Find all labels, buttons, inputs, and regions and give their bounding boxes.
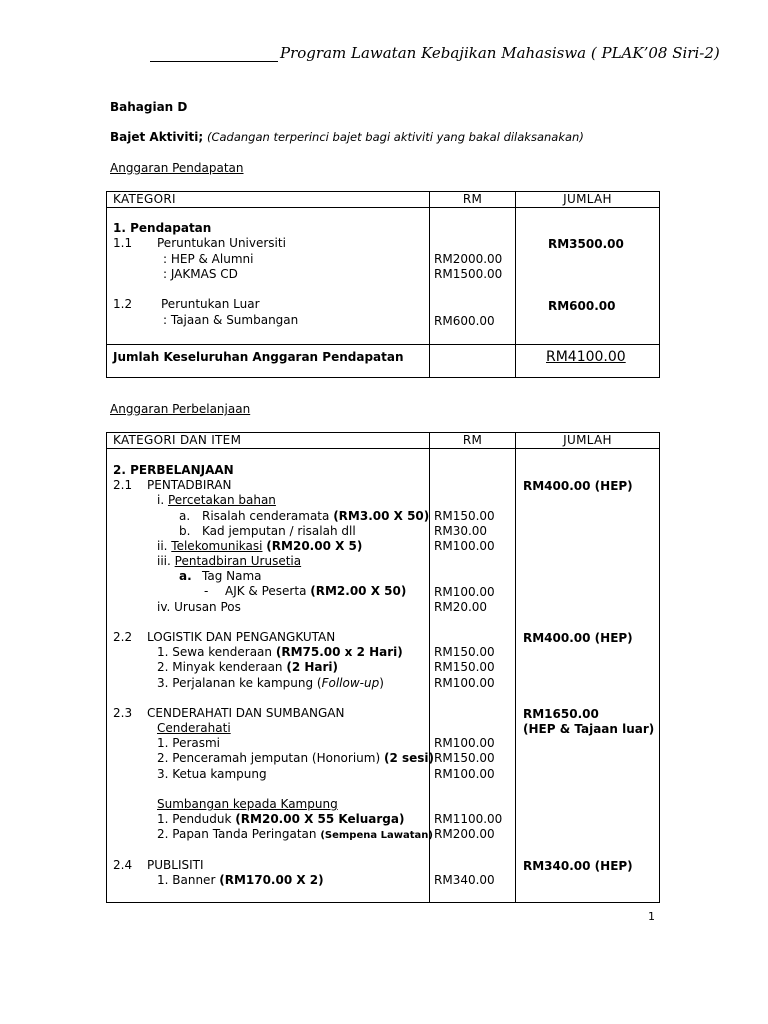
s22-i3-italic: Follow-up: [321, 676, 380, 690]
income-col-rm: RM: [430, 192, 516, 208]
s21-ii: [157, 539, 362, 554]
budget-label: Bajet Aktiviti;: [110, 130, 204, 144]
income-g2-num: 1.2: [113, 297, 133, 311]
s22-num: 2.2: [113, 630, 133, 644]
s21-dash-text: AJK & Peserta: [225, 584, 307, 598]
s23-c3: 3. Ketua kampung: [157, 767, 267, 781]
income-grand-label-cell: [107, 345, 430, 378]
income-g1-label: Peruntukan Universiti: [157, 236, 286, 250]
income-g2-item1: : Tajaan & Sumbangan: [163, 313, 299, 327]
s23-c2-rm: RM150.00: [434, 751, 495, 765]
income-grand-total-cell: [516, 345, 660, 378]
s21-dash-rm: RM100.00: [434, 585, 495, 599]
s22-i2: [157, 660, 338, 675]
income-g2-label: Peruntukan Luar: [161, 297, 260, 311]
income-g2-total: RM600.00: [548, 299, 616, 313]
s22-i2-text: 2. Minyak kenderaan: [157, 660, 283, 674]
income-grand-total: RM4100.00: [546, 349, 626, 365]
s22-i3-rm: RM100.00: [434, 676, 495, 690]
s23-label: CENDERAHATI DAN SUMBANGAN: [147, 706, 345, 720]
expense-col-kategori: KATEGORI DAN ITEM: [107, 433, 430, 449]
page-number: 1: [648, 910, 655, 923]
income-g2-rm1: RM600.00: [434, 314, 495, 328]
income-g1-total: RM3500.00: [548, 237, 624, 251]
page-header: [150, 44, 720, 64]
s21-iii-label: iii.: [157, 554, 175, 568]
s22-i1-text: 1. Sewa kenderaan: [157, 645, 273, 659]
expense-title: 2. PERBELANJAAN: [113, 463, 234, 477]
s21-label: PENTADBIRAN: [147, 478, 232, 492]
s21-iii: [157, 554, 301, 569]
s24-p1-text: 1. Banner: [157, 873, 216, 887]
expense-rm-cell: [430, 449, 516, 903]
expense-jumlah-cell: [516, 449, 660, 903]
income-title: 1. Pendapatan: [113, 221, 212, 235]
income-rm-cell: [430, 208, 516, 345]
s23-c2-text: 2. Penceramah jemputan (Honorium): [157, 751, 381, 765]
s21-a-label: a.: [179, 509, 191, 523]
s21-num: 2.1: [113, 478, 133, 492]
income-jumlah-cell: [516, 208, 660, 345]
s24-num: 2.4: [113, 858, 133, 872]
s21-total: RM400.00 (HEP): [523, 479, 633, 493]
s22-label: LOGISTIK DAN PENGANGKUTAN: [147, 630, 336, 644]
s21-a-bold: (RM3.00 X 50): [333, 509, 430, 523]
income-g1-rm1: RM2000.00: [434, 252, 503, 266]
s21-a-text: Risalah cenderamata: [202, 509, 330, 523]
s22-total: RM400.00 (HEP): [523, 631, 633, 645]
income-col-kategori: KATEGORI: [107, 192, 430, 208]
income-col-jumlah: JUMLAH: [516, 192, 660, 208]
header-underline: [150, 61, 278, 62]
s21-b-label: b.: [179, 524, 191, 538]
s21-ii-bold: (RM20.00 X 5): [266, 539, 363, 553]
income-g1-item1: : HEP & Alumni: [163, 252, 254, 266]
s21-i-text: Percetakan bahan: [167, 493, 276, 507]
s23-num: 2.3: [113, 706, 133, 720]
income-g1-item2: : JAKMAS CD: [163, 267, 238, 281]
income-grand-label: Jumlah Keseluruhan Anggaran Pendapatan: [113, 350, 404, 364]
expense-table: [106, 432, 660, 903]
s23-c1-rm: RM100.00: [434, 736, 495, 750]
budget-line: [110, 130, 584, 144]
s21-iv-rm: RM20.00: [434, 600, 488, 614]
s21-i: [157, 493, 276, 508]
income-table: [106, 191, 660, 378]
s21-iiia-text: Tag Nama: [202, 569, 262, 583]
expense-col-jumlah: JUMLAH: [516, 433, 660, 449]
s21-ii-text: Telekomunikasi: [171, 539, 263, 553]
s23-k1-bold: (RM20.00 X 55 Keluarga): [235, 812, 405, 826]
s22-i1-bold: (RM75.00 x 2 Hari): [275, 645, 403, 659]
s21-a-rm: RM150.00: [434, 509, 495, 523]
s21-b-text: Kad jemputan / risalah dll: [202, 524, 356, 538]
income-g1-num: 1.1: [113, 236, 133, 250]
s21-dash-line: [225, 584, 406, 599]
header-title: Program Lawatan Kebajikan Mahasiswa ( PLAK’08 Siri-2): [280, 44, 720, 62]
s23-k2-rm: RM200.00: [434, 827, 495, 841]
s21-iiia-label: a.: [179, 569, 192, 583]
s24-p1-bold: (RM170.00 X 2): [219, 873, 324, 887]
income-g1-rm2: RM1500.00: [434, 267, 503, 281]
s21-b-rm: RM30.00: [434, 524, 488, 538]
income-grand-row: [107, 345, 660, 378]
s22-i1-rm: RM150.00: [434, 645, 495, 659]
income-body-row: [107, 208, 660, 345]
s23-sub2: Sumbangan kepada Kampung: [157, 797, 338, 811]
s21-dash: -: [204, 584, 209, 598]
s24-total: RM340.00 (HEP): [523, 859, 633, 873]
income-kategori-cell: [107, 208, 430, 345]
s23-c2-bold: (2 sesi): [383, 751, 435, 765]
s22-i3-end: ): [379, 676, 384, 690]
s22-i3-text: 3. Perjalanan ke kampung (: [157, 676, 322, 690]
s22-i1: [157, 645, 403, 660]
s23-sub1: Cenderahati: [157, 721, 231, 735]
s21-ii-label: ii.: [157, 539, 172, 553]
s23-k1: [157, 812, 404, 827]
s22-i3: [157, 676, 384, 691]
s23-k2-bold: (Sempena Lawatan): [320, 830, 433, 841]
s24-p1-rm: RM340.00: [434, 873, 495, 887]
s21-ii-rm: RM100.00: [434, 539, 495, 553]
s21-a: [202, 509, 429, 524]
s24-label: PUBLISITI: [147, 858, 204, 872]
expense-col-rm: RM: [430, 433, 516, 449]
s23-k1-rm: RM1100.00: [434, 812, 503, 826]
s22-i2-rm: RM150.00: [434, 660, 495, 674]
s21-i-label: i.: [157, 493, 168, 507]
s23-c3-rm: RM100.00: [434, 767, 495, 781]
s22-i2-bold: (2 Hari): [286, 660, 339, 674]
s21-iv-text: iv. Urusan Pos: [157, 600, 241, 614]
s23-k1-text: 1. Penduduk: [157, 812, 232, 826]
s21-iii-text: Pentadbiran Urusetia: [174, 554, 302, 568]
s23-total-note: (HEP & Tajaan luar): [523, 722, 655, 736]
budget-note: (Cadangan terperinci bajet bagi aktiviti yang bakal dilaksanakan): [206, 130, 584, 144]
expense-heading: Anggaran Perbelanjaan: [110, 402, 251, 416]
expense-body-row: [107, 449, 660, 903]
s23-total: RM1650.00: [523, 707, 599, 721]
s24-p1: [157, 873, 324, 888]
section-title: Bahagian D: [110, 100, 188, 114]
expense-header-row: [107, 433, 660, 449]
s23-c1: 1. Perasmi: [157, 736, 221, 750]
expense-kategori-cell: [107, 449, 435, 903]
s23-c2: [157, 751, 434, 766]
income-heading: Anggaran Pendapatan: [110, 161, 244, 175]
income-grand-rm-cell: [430, 345, 516, 378]
s21-dash-bold: (RM2.00 X 50): [310, 584, 407, 598]
s23-k2-text: 2. Papan Tanda Peringatan: [157, 827, 317, 841]
income-header-row: [107, 192, 660, 208]
s23-k2: [157, 827, 433, 843]
